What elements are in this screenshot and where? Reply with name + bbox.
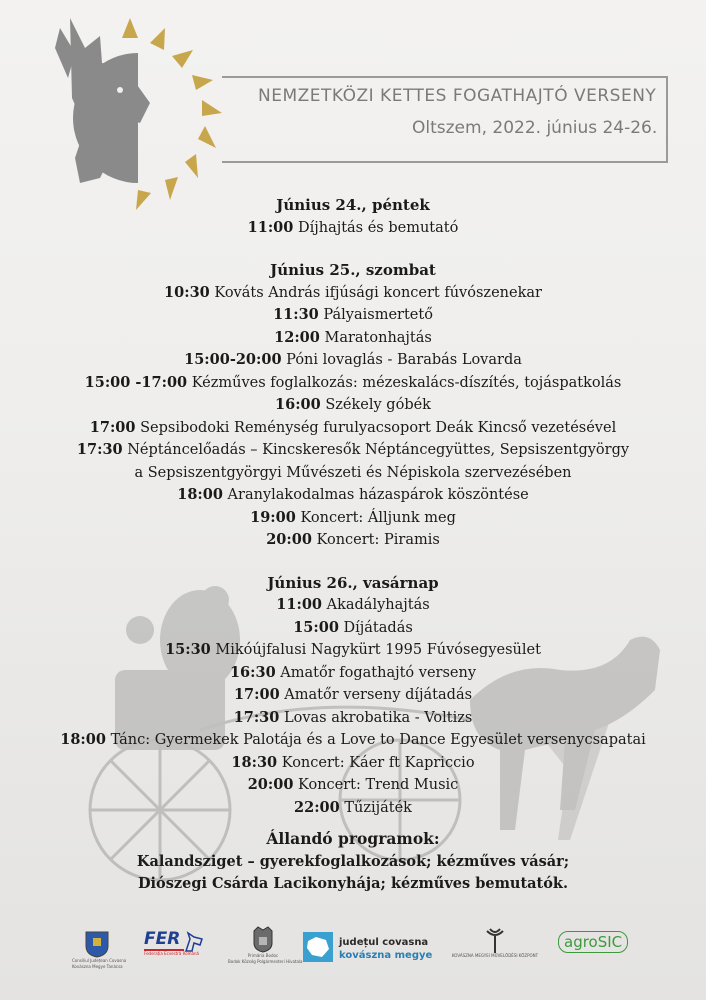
event-text: Lovas akrobatika - Voltizs xyxy=(279,709,473,726)
judetul-label: județul covasna xyxy=(339,937,429,948)
day-title: Június 25., szombat xyxy=(270,261,436,279)
event-text: Mikóújfalusi Nagykürt 1995 Fúvósegyesület xyxy=(210,642,541,658)
day-title: Június 24., péntek xyxy=(276,196,430,214)
event-text: Kézműves foglalkozás: mézeskalács-díszítés, tojáspatkolás xyxy=(187,374,622,391)
event-line xyxy=(0,639,706,662)
event-time: 16:00 xyxy=(275,396,321,413)
event-line xyxy=(0,529,706,552)
day-friday xyxy=(0,194,706,239)
bodok-crest-icon xyxy=(252,925,274,953)
event-line xyxy=(0,507,706,530)
event-time: 19:00 xyxy=(250,508,296,526)
event-text: Koncert: Trend Music xyxy=(293,777,459,793)
event-line xyxy=(0,752,706,775)
event-text: Tűzijáték xyxy=(339,799,412,816)
event-text: Maratonhajtás xyxy=(319,329,432,346)
covasna-council-caption: Consiliul Județean Covasna Kovászna Megye Tanácsa xyxy=(72,958,127,969)
event-title: NEMZETKÖZI KETTES FOGATHAJTÓ VERSENY xyxy=(258,86,657,106)
event-line xyxy=(0,439,706,462)
permanent-line: Diószegi Csárda Lacikonyhája; kézműves bemutatók. xyxy=(137,875,569,892)
event-time: 17:30 xyxy=(233,708,280,726)
permanent-title: Állandó programok: xyxy=(266,829,440,848)
event-time: 15:00-20:00 xyxy=(184,351,282,368)
event-line xyxy=(0,417,706,440)
event-text: Koncert: Káer ft Kapriccio xyxy=(277,754,475,771)
event-time: 18:30 xyxy=(231,753,278,771)
event-time: 15:00 -17:00 xyxy=(84,373,188,391)
event-line xyxy=(0,707,706,730)
event-line xyxy=(0,394,706,417)
event-line xyxy=(0,349,706,372)
event-time: 18:00 xyxy=(60,731,106,748)
event-text: Koncert: Piramis xyxy=(311,532,440,548)
permanent-line: Kalandsziget – gyerekfoglalkozások; kézműves vásár; xyxy=(136,852,570,870)
event-line xyxy=(0,484,706,507)
event-line xyxy=(0,304,706,327)
tree-symbol-icon xyxy=(484,927,506,953)
day-saturday xyxy=(0,259,706,552)
covasna-map-icon xyxy=(302,931,334,963)
cultural-center-caption: KOVÁSZNA MEGYEI MŰVELŐDÉSI KÖZPONT xyxy=(451,953,539,958)
event-line xyxy=(0,282,706,305)
event-text: Néptáncelőadás – Kincskeresők Néptáncegyüttes, Sepsiszentgyörgy xyxy=(122,442,630,458)
event-text: Pályaismertető xyxy=(318,307,433,323)
event-text: Amatőr verseny díjátadás xyxy=(279,687,473,703)
event-time: 18:00 xyxy=(177,486,223,503)
event-time: 20:00 xyxy=(247,776,294,793)
event-text: Kováts András ifjúsági koncert fúvószenekar xyxy=(209,284,542,301)
fer-caption: Federația Ecvestră Română xyxy=(144,951,199,956)
event-text: Póni lovaglás - Barabás Lovarda xyxy=(281,352,522,368)
event-time: 16:30 xyxy=(229,663,276,681)
fer-logo xyxy=(144,929,212,957)
fer-logo-text: FER xyxy=(144,929,184,951)
event-location-date: Oltszem, 2022. június 24-26. xyxy=(412,118,658,138)
event-time: 17:00 xyxy=(233,686,280,703)
event-line xyxy=(0,327,706,350)
event-text: Koncert: Álljunk meg xyxy=(295,509,456,526)
event-line xyxy=(0,594,706,617)
event-line-continued xyxy=(0,462,706,485)
bodok-caption: Primăria Bodoc Bodok Község Polgármesteri Hivatala xyxy=(228,953,303,964)
event-time: 10:30 xyxy=(164,283,210,301)
event-time: 17:30 xyxy=(76,441,123,458)
event-line xyxy=(0,372,706,395)
event-text: a Sepsiszentgyörgyi Művészeti és Népiskola szervezésében xyxy=(134,464,572,481)
kovaszna-label: kovászna megye xyxy=(339,950,433,961)
event-text: Díjátadás xyxy=(338,619,413,636)
covasna-council-logo xyxy=(72,930,127,970)
event-time: 15:00 xyxy=(293,618,339,636)
event-time: 20:00 xyxy=(266,531,312,548)
sponsor-logos xyxy=(0,925,706,985)
permanent-programs xyxy=(0,828,706,896)
event-text: Tánc: Gyermekek Palotája és a Love to Dance Egyesület versenycsapatai xyxy=(105,732,646,748)
event-text: Díjhajtás és bemutató xyxy=(293,219,459,236)
day-title: Június 26., vasárnap xyxy=(267,573,439,592)
event-line xyxy=(0,774,706,797)
event-text: Amatőr fogathajtó verseny xyxy=(275,664,477,681)
event-line xyxy=(0,662,706,685)
event-line xyxy=(0,617,706,640)
event-text: Aranylakodalmas házaspárok köszöntése xyxy=(222,487,529,503)
event-time: 17:00 xyxy=(89,418,136,436)
horse-head-icon xyxy=(182,929,206,953)
bodok-logo xyxy=(228,925,303,965)
event-line xyxy=(0,217,706,240)
event-time: 15:30 xyxy=(165,641,211,658)
event-time: 11:00 xyxy=(247,218,294,236)
event-time: 12:00 xyxy=(274,328,320,346)
coat-of-arms-icon xyxy=(84,930,110,958)
event-line xyxy=(0,684,706,707)
agrosic-text: agroSIC xyxy=(558,931,628,953)
event-time: 11:30 xyxy=(273,306,319,323)
horse-sun-logo xyxy=(30,8,230,218)
event-text: Akadályhajtás xyxy=(322,597,430,613)
event-line xyxy=(0,729,706,752)
event-text: Sepsibodoki Reménység furulyacsoport Deák Kincső vezetésével xyxy=(135,419,617,436)
event-line xyxy=(0,797,706,820)
agrosic-logo xyxy=(558,931,648,953)
event-text: Székely góbék xyxy=(320,397,431,413)
program-schedule xyxy=(0,194,706,839)
cultural-center-logo xyxy=(445,927,545,959)
event-time: 11:00 xyxy=(276,596,323,613)
day-sunday xyxy=(0,572,706,820)
event-time: 22:00 xyxy=(294,798,340,816)
